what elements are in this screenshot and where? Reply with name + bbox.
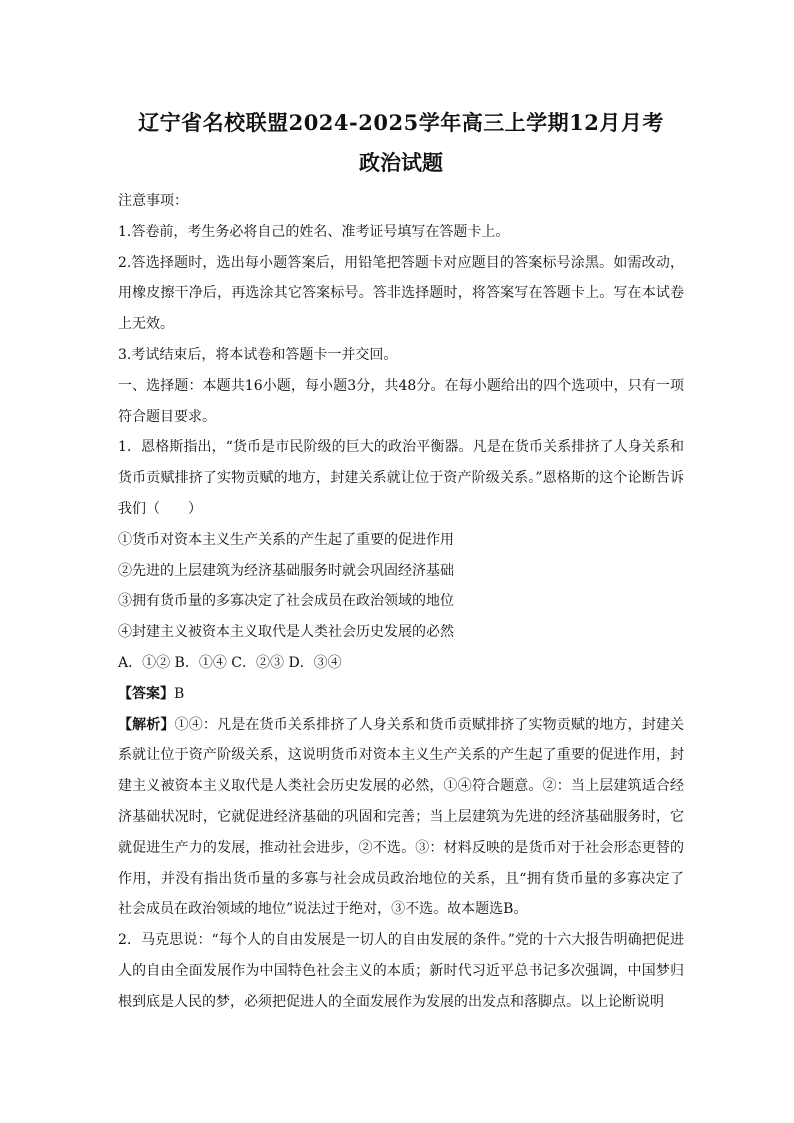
question-2-stem: 2．马克思说：“每个人的自由发展是一切人的自由发展的条件。”党的十六大报告明确把促进人的自由全面发展作为中国特色社会主义的本质；新时代习近平总书记多次强调，中国梦归根到底是人民的梦，必须把促进人的全面发展作为发展的出发点和落脚点。以上论断说明 — [118, 932, 684, 1010]
section-heading: 一、选择题：本题共16小题，每小题3分，共48分。在每小题给出的四个选项中，只有一项符合题目要求。 — [118, 377, 684, 425]
analysis-text: ①④：凡是在货币关系排挤了人身关系和货币贡赋排挤了实物贡赋的地方，封建关系就让位于资产阶级关系，这说明货币对资本主义生产关系的产生起了重要的促进作用，封建主义被资本主义取代是人类社会历史发展的必然，①④符合题意。②：当上层建筑适合经济基础状况时，它就促进经济基础的巩固和完善；当上层建筑为先进的经济基础服务时，它就促进生产力的发展，推动社会进步，②不选。③：材料反映的是货币对于社会形态更替的作用，并没有指出货币量的多寡与社会成员政治地位的关系，且“拥有货币量的多寡决定了社会成员在政治领域的地位”说法过于绝对，③不选。故本题选B。 — [118, 716, 685, 918]
question-1-option-1: ①货币对资本主义生产关系的产生起了重要的促进作用 — [118, 531, 454, 548]
question-1-answer — [118, 679, 684, 710]
answer-value: B — [174, 685, 185, 702]
question-1-analysis — [118, 710, 684, 926]
notice-item-3: 3.考试结束后，将本试卷和答题卡一并交回。 — [118, 346, 398, 363]
answer-label: 【答案】 — [118, 685, 174, 702]
question-1-option-3: ③拥有货币量的多寡决定了社会成员在政治领域的地位 — [118, 593, 454, 610]
analysis-label: 【解析】 — [118, 716, 175, 733]
notice-item-1: 1.答卷前，考生务必将自己的姓名、准考证号填写在答题卡上。 — [118, 223, 510, 240]
notice-heading: 注意事项： — [118, 193, 188, 209]
document-title: 辽宁省名校联盟2024-2025学年高三上学期12月月考 — [138, 110, 664, 135]
question-1-stem: 1．恩格斯指出，“货币是市民阶级的巨大的政治平衡器。凡是在货币关系排挤了人身关系和货币贡赋排挤了实物贡赋的地方，封建关系就让位于资产阶级关系。”恩格斯的这个论断告诉我们（ ） — [118, 439, 684, 517]
notice-item-2: 2.答选择题时，选出每小题答案后，用铅笔把答题卡对应题目的答案标号涂黑。如需改动，用橡皮擦干净后，再选涂其它答案标号。答非选择题时，将答案写在答题卡上。写在本试卷上无效。 — [118, 254, 684, 333]
question-1-option-4: ④封建主义被资本主义取代是人类社会历史发展的必然 — [118, 624, 454, 641]
question-1-option-2: ②先进的上层建筑为经济基础服务时就会巩固经济基础 — [118, 562, 454, 579]
document-subtitle: 政治试题 — [359, 150, 443, 175]
question-1-choices: A．①② B．①④ C．②③ D．③④ — [118, 654, 342, 671]
